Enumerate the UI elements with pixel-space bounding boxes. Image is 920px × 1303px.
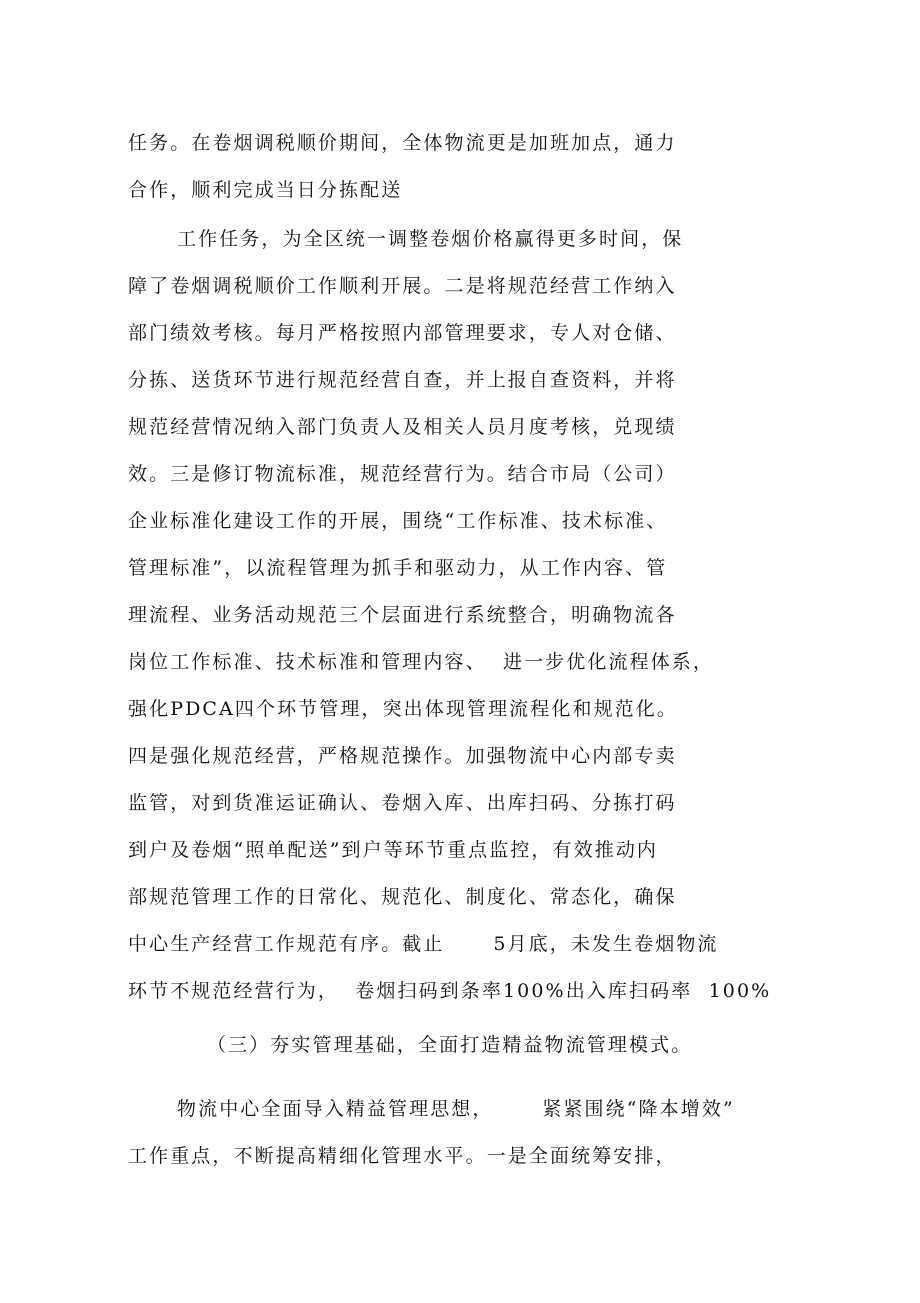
text-line: 工作任务，为全区统一调整卷烟价格赢得更多时间，保 xyxy=(177,228,684,250)
text-line: 工作重点，不断提高精细化管理水平。一是全面统筹安排， xyxy=(128,1145,677,1167)
text-line: 分拣、送货环节进行规范经营自查，并上报自查资料，并将 xyxy=(128,369,677,391)
text-line: 效。三是修订物流标准，规范经营行为。结合市局（公司） xyxy=(128,463,677,485)
text-line: 四是强化规范经营，严格规范操作。加强物流中心内部专卖 xyxy=(128,745,677,767)
text-line: 任务。在卷烟调税顺价期间，全体物流更是加班加点，通力 xyxy=(128,132,677,154)
text-line: 规范经营情况纳入部门负责人及相关人员月度考核，兑现绩 xyxy=(128,416,677,438)
section-heading: （三）夯实管理基础，全面打造精益物流管理模式。 xyxy=(207,1034,693,1056)
text-line: 环节不规范经营行为， 卷烟扫码到条率100%出入库扫码率 100% xyxy=(128,980,772,1002)
text-line: 合作，顺利完成当日分拣配送 xyxy=(128,179,403,201)
text-line: 监管，对到货准运证确认、卷烟入库、出库扫码、分拣打码 xyxy=(128,792,677,814)
text-line: 管理标准”，以流程管理为抓手和驱动力，从工作内容、管 xyxy=(128,557,668,579)
text-line: 企业标准化建设工作的开展，围绕“工作标准、技术标准、 xyxy=(128,510,668,532)
text-line: 障了卷烟调税顺价工作顺利开展。二是将规范经营工作纳入 xyxy=(128,275,677,297)
text-line: 物流中心全面导入精益管理思想， 紧紧围绕“降本增效” xyxy=(177,1098,735,1120)
text-line: 理流程、业务活动规范三个层面进行系统整合，明确物流各 xyxy=(128,604,677,626)
text-line: 部规范管理工作的日常化、规范化、制度化、常态化，确保 xyxy=(128,886,677,908)
text-line: 到户及卷烟“照单配送”到户等环节重点监控，有效推动内 xyxy=(128,839,659,861)
text-line: 中心生产经营工作规范有序。截止 5月底，未发生卷烟物流 xyxy=(128,933,719,955)
text-line: 强化PDCA四个环节管理，突出体现管理流程化和规范化。 xyxy=(128,698,678,720)
text-line: 岗位工作标准、技术标准和管理内容、 进一步优化流程体系， xyxy=(128,651,714,673)
text-line: 部门绩效考核。每月严格按照内部管理要求，专人对仓储、 xyxy=(128,322,677,344)
